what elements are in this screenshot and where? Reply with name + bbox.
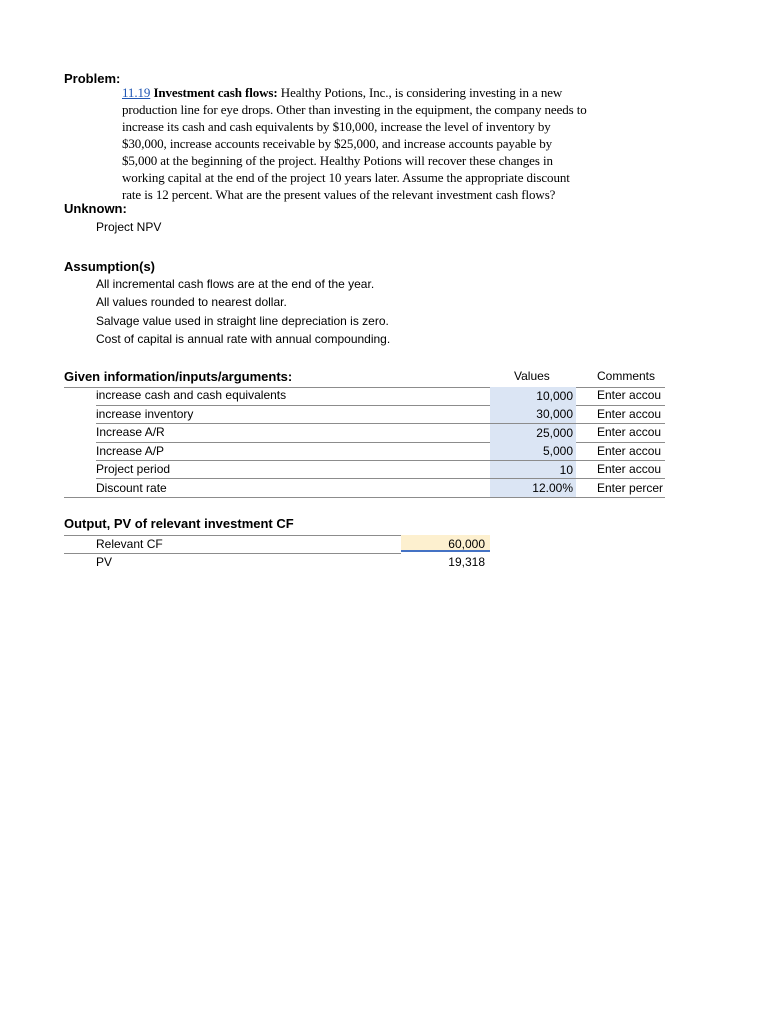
row-divider bbox=[96, 478, 665, 479]
problem-text bbox=[122, 84, 672, 203]
unknown-value: Project NPV bbox=[96, 220, 162, 234]
given-row-label: Discount rate bbox=[96, 481, 167, 495]
given-row-label: Increase A/R bbox=[96, 425, 165, 439]
assumption-item-2: All values rounded to nearest dollar. bbox=[96, 295, 287, 309]
given-row-value-rate[interactable]: 12.00% bbox=[490, 479, 576, 497]
problem-line-2: production line for eye drops. Other than investing in the equipment, the company needs to bbox=[122, 102, 587, 117]
unknown-heading: Unknown: bbox=[64, 201, 127, 216]
given-row-value-inventory[interactable]: 30,000 bbox=[490, 405, 576, 423]
assumption-item-1: All incremental cash flows are at the end of the year. bbox=[96, 277, 375, 291]
given-row-comment: Enter accou bbox=[597, 407, 662, 421]
row-divider bbox=[96, 442, 665, 443]
problem-line-6: working capital at the end of the project 10 years later. Assume the appropriate discount bbox=[122, 170, 570, 185]
given-table-bottom-border bbox=[64, 497, 665, 498]
given-row-label: increase inventory bbox=[96, 407, 194, 421]
problem-line-3: increase its cash and cash equivalents by $10,000, increase the level of inventory by bbox=[122, 119, 551, 134]
given-row-value-period[interactable]: 10 bbox=[490, 461, 576, 479]
given-row-value-ap[interactable]: 5,000 bbox=[490, 442, 576, 460]
problem-title: Investment cash flows: bbox=[153, 85, 278, 100]
row-divider bbox=[96, 460, 665, 461]
given-row-label: Increase A/P bbox=[96, 444, 165, 458]
problem-line-7: rate is 12 percent. What are the present values of the relevant investment cash flows? bbox=[122, 187, 556, 202]
output-relevant-cf-value[interactable]: 60,000 bbox=[401, 535, 490, 552]
row-divider bbox=[96, 423, 665, 424]
given-row-comment: Enter accou bbox=[597, 444, 662, 458]
row-divider bbox=[64, 553, 401, 554]
given-heading: Given information/inputs/arguments: bbox=[64, 369, 293, 384]
assumption-item-4: Cost of capital is annual rate with annual compounding. bbox=[96, 332, 391, 346]
given-row-value-ar[interactable]: 25,000 bbox=[490, 424, 576, 442]
given-row-comment: Enter accou bbox=[597, 425, 662, 439]
problem-line-5: $5,000 at the beginning of the project. Healthy Potions will recover these changes in bbox=[122, 153, 553, 168]
given-row-label: increase cash and cash equivalents bbox=[96, 388, 287, 402]
given-row-label: Project period bbox=[96, 462, 171, 476]
problem-heading: Problem: bbox=[64, 71, 121, 86]
values-column-header: Values bbox=[514, 369, 550, 383]
given-row-value-cash[interactable]: 10,000 bbox=[490, 387, 576, 405]
output-heading: Output, PV of relevant investment CF bbox=[64, 516, 294, 531]
output-row-label: PV bbox=[96, 555, 113, 569]
problem-ref-link[interactable]: 11.19 bbox=[122, 85, 151, 100]
given-row-comment: Enter percer bbox=[597, 481, 664, 495]
assumptions-heading: Assumption(s) bbox=[64, 259, 155, 274]
assumption-item-3: Salvage value used in straight line depreciation is zero. bbox=[96, 314, 389, 328]
comments-column-header: Comments bbox=[597, 369, 656, 383]
given-row-comment: Enter accou bbox=[597, 388, 662, 402]
problem-line-1: 11.19 Investment cash flows: Healthy Potions, Inc., is considering investing in a new bbox=[122, 85, 563, 100]
output-pv-value[interactable]: 19,318 bbox=[448, 555, 485, 569]
problem-line-4: $30,000, increase accounts receivable by $25,000, and increase accounts payable by bbox=[122, 136, 553, 151]
given-row-comment: Enter accou bbox=[597, 462, 662, 476]
output-row-label: Relevant CF bbox=[96, 537, 163, 551]
